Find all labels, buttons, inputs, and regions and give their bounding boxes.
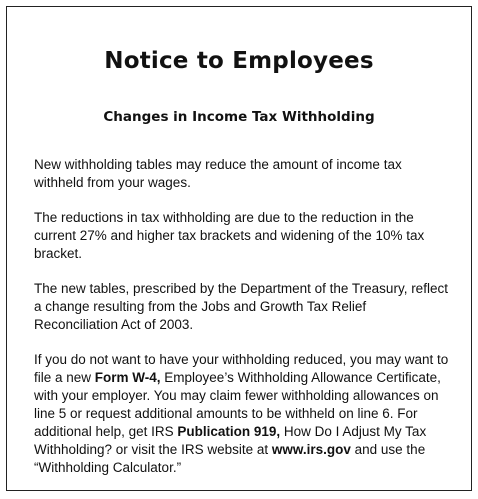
paragraph-withholding-options (34, 351, 452, 477)
paragraph-reductions: The reductions in tax withholding are due to the reduction in the current 27% and higher tax brackets and widening of the 10% tax bracket. (34, 210, 425, 261)
notice-title: Notice to Employees (104, 48, 374, 74)
paragraph-prescribed-tables: The new tables, prescribed by the Department of the Treasury, reflect a change resulting from the Jobs and Growth Tax Relief Reconciliation Act of 2003. (34, 281, 448, 332)
paragraph-text: and use the “Withholding Calculator.” (34, 442, 426, 475)
paragraph-text: If you do not want to have your withholding reduced, you may want to file a new (34, 352, 449, 385)
paragraph-text: Employee’s Withholding Allowance Certificate, with your employer. You may claim fewer withholding allowances on line 5 or request additional amounts to be withheld on line 6. For additional help, get IRS (34, 370, 441, 439)
notice-body (34, 156, 452, 477)
paragraph-new-tables: New withholding tables may reduce the amount of income tax withheld from your wages. (34, 157, 402, 190)
form-w4-reference: Form W-4, (94, 370, 161, 385)
notice-box (6, 6, 472, 491)
website-reference: www.irs.gov (271, 442, 351, 457)
notice-subtitle: Changes in Income Tax Withholding (103, 109, 375, 125)
publication-reference: Publication 919, (177, 424, 281, 439)
paragraph-text: How Do I Adjust My Tax Withholding? or visit the IRS website at (34, 424, 427, 457)
